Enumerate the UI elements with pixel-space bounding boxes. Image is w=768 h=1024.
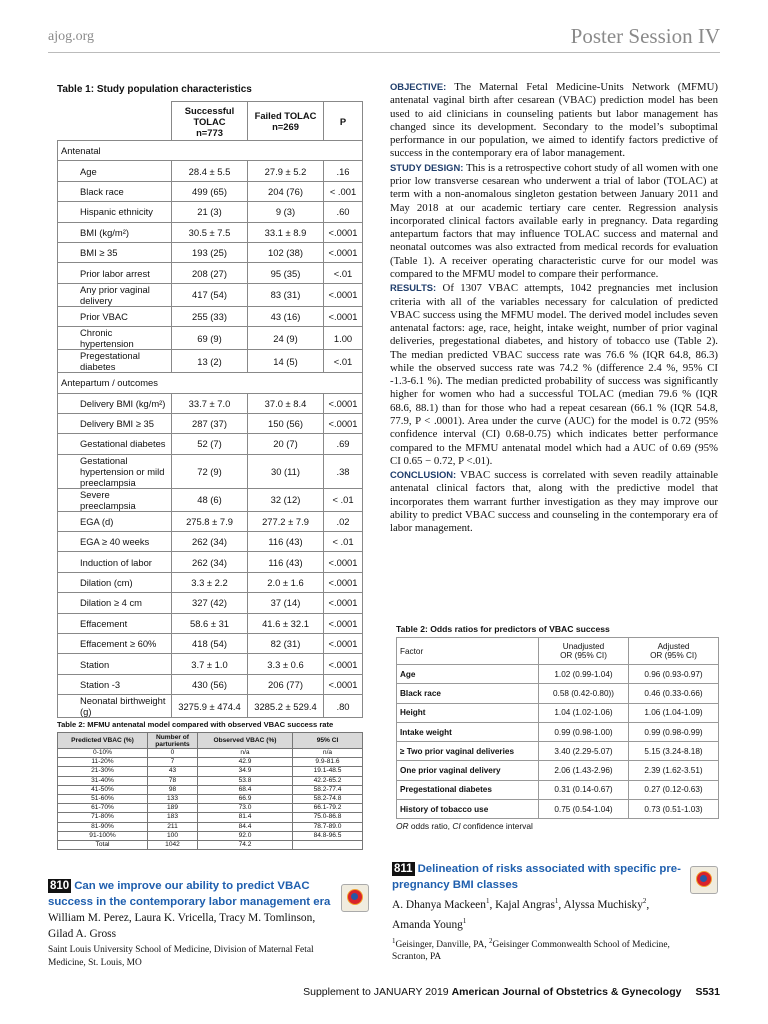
table3-grid [396, 637, 719, 819]
table1-row [58, 222, 363, 242]
table1-row-label: Chronic hypertension [58, 327, 172, 350]
poster-810 [48, 878, 338, 969]
abstract-conclusion: CONCLUSION: VBAC success is correlated with seven readily attainable antenatal clinical factors that, along with the predictive model that incorporates them warrant further investigation as they may improve our ability to predict VBAC success and counseling in the contemporary era of labor management. [390, 469, 718, 535]
table2-cell: 92.0 [198, 831, 293, 840]
table1-cell-p: <.0001 [324, 222, 363, 242]
table1-cell-failed: 150 (56) [248, 413, 324, 433]
table1-row [58, 593, 363, 613]
table2-cell: 73.0 [198, 804, 293, 813]
table1-row [58, 488, 363, 511]
table1-cell-success: 13 (2) [172, 350, 248, 373]
table1-cell-p: <.0001 [324, 572, 363, 592]
table1-cell-p: .80 [324, 695, 363, 718]
table1-cell-success: 430 (56) [172, 674, 248, 694]
table2-cell: 58.2-74.8 [293, 794, 363, 803]
table2-cell: 0-10% [58, 749, 148, 758]
table2-cell: 53.8 [198, 776, 293, 785]
table1-cell-p: <.0001 [324, 654, 363, 674]
table3-row [397, 780, 719, 799]
table2-cell: 189 [148, 804, 198, 813]
table3-unadjusted: 2.06 (1.43-2.96) [539, 761, 629, 780]
table2-cell: 68.4 [198, 785, 293, 794]
poster-810-authors: William M. Perez, Laura K. Vricella, Tracy M. Tomlinson, Gilad A. Gross [48, 912, 316, 940]
table1-row [58, 572, 363, 592]
table2-cell: 84.8-96.5 [293, 831, 363, 840]
table1-cell-p: < .01 [324, 488, 363, 511]
table1-row [58, 634, 363, 654]
table1-cell-success: 21 (3) [172, 202, 248, 222]
poster-811-affiliation: $^1$Geisinger, Danville, PA, $^2$Geisinger Commonwealth School of Medicine, Scranton, PA [392, 936, 670, 963]
table1-header-failed: Failed TOLAC n=269 [248, 102, 324, 141]
table1-row-label: Pregestational diabetes [58, 350, 172, 373]
table3-unadjusted: 0.58 (0.42-0.80)) [539, 684, 629, 703]
table1-cell-success: 72 (9) [172, 454, 248, 488]
table3-adjusted: 0.73 (0.51-1.03) [629, 800, 719, 819]
abstract-results: RESULTS: Of 1307 VBAC attempts, 1042 pregnancies met inclusion criteria with all of the variables necessary for calculation of predicted VBAC success using the MFMU model. The derived model includes seven antenatal factors: age, race, height, intake weight, number of prior vaginal deliveries, pregestational diabetes, and history of tobacco use (Table 2). The median predicted VBAC success rate was 76.6 % (IQR 64.8, 86.3) while the observed success rate was 74.2 % (difference 2.4 %, 95% CI -1.3-6.1 %). The median predicted probability of success was significantly higher for women who had a successful TOLAC (median 79.6 % (IQR 68.6, 88.1) than for those who had a repeat cesarean (66.1 % (IQR 54.8, 77.9, P < .0001). Area under the curve (AUC) for the model is 0.72 (95% confidence interval (CI) 0.68-0.75) which indicates better performance compared to the MFMU antenatal model which had a AUC of 0.69 (95% CI 0.65 − 0.72, P <.01). [390, 282, 718, 467]
table2-cell: 34.9 [198, 767, 293, 776]
table1-row-label: BMI (kg/m²) [58, 222, 172, 242]
table2-cell: 91-100% [58, 831, 148, 840]
table2-cell: 42.2-65.2 [293, 776, 363, 785]
header-rule [48, 52, 720, 53]
table3-adjusted: 0.96 (0.93-0.97) [629, 665, 719, 684]
table1-cell-success: 52 (7) [172, 434, 248, 454]
table1-cell-success: 499 (65) [172, 181, 248, 201]
table3-footnote: OR odds ratio, CI confidence interval [396, 821, 533, 832]
table1-cell-p: <.0001 [324, 593, 363, 613]
table1-row-label: Age [58, 161, 172, 181]
table2-cell: 61-70% [58, 804, 148, 813]
crossmark-icon[interactable] [341, 884, 369, 912]
table1-row-label: Effacement [58, 613, 172, 633]
table1-row [58, 654, 363, 674]
table2-cell: 9.9-81.6 [293, 758, 363, 767]
table1-cell-failed: 206 (77) [248, 674, 324, 694]
table2-row [58, 776, 363, 785]
table2-header-cell: Number of parturients [148, 733, 198, 749]
crossmark-icon[interactable] [690, 866, 718, 894]
table3-unadjusted: 1.04 (1.02-1.06) [539, 703, 629, 722]
table3-adjusted: 0.27 (0.12-0.63) [629, 780, 719, 799]
table2-cell: 43 [148, 767, 198, 776]
table1-cell-failed: 14 (5) [248, 350, 324, 373]
table1-cell-failed: 30 (11) [248, 454, 324, 488]
table1-cell-p: <.01 [324, 263, 363, 283]
table2-cell: 66.1-79.2 [293, 804, 363, 813]
table2-header-cell: Observed VBAC (%) [198, 733, 293, 749]
table1-cell-failed: 3285.2 ± 529.4 [248, 695, 324, 718]
table3-factor: Intake weight [397, 722, 539, 741]
table1-cell-success: 48 (6) [172, 488, 248, 511]
poster-810-number: 810 [50, 880, 70, 892]
table1-cell-success: 327 (42) [172, 593, 248, 613]
table1-row [58, 181, 363, 201]
table2 [57, 720, 362, 850]
table1-row-label: Delivery BMI ≥ 35 [58, 413, 172, 433]
table3-row [397, 761, 719, 780]
table3-row [397, 742, 719, 761]
table1-cell-p: <.01 [324, 350, 363, 373]
table1 [57, 84, 362, 718]
table1-header-success: Successful TOLAC n=773 [172, 102, 248, 141]
table3-unadjusted: 1.02 (0.99-1.04) [539, 665, 629, 684]
table2-cell: 75.0-86.8 [293, 813, 363, 822]
table1-section-label: Antenatal [58, 141, 363, 161]
table1-cell-success: 417 (54) [172, 283, 248, 306]
table1-cell-p: <.0001 [324, 306, 363, 326]
table1-cell-p: < .001 [324, 181, 363, 201]
table3-factor: Height [397, 703, 539, 722]
poster-811 [392, 861, 682, 964]
table1-cell-p: .16 [324, 161, 363, 181]
table1-row-label: Neonatal birthweight (g) [58, 695, 172, 718]
table1-row-label: Gestational diabetes [58, 434, 172, 454]
table1-row [58, 674, 363, 694]
table1-row-label: EGA (d) [58, 511, 172, 531]
table3-factor: ≥ Two prior vaginal deliveries [397, 742, 539, 761]
table2-grid [57, 732, 363, 850]
table1-row-label: BMI ≥ 35 [58, 242, 172, 262]
table3 [396, 624, 718, 831]
page-number: S531 [695, 986, 720, 998]
table1-row [58, 552, 363, 572]
table1-cell-p: .60 [324, 202, 363, 222]
table1-row-label: Induction of labor [58, 552, 172, 572]
poster-810-affiliation: Saint Louis University School of Medicine, Division of Maternal Fetal Medicine, St. Louis, MO [48, 945, 314, 968]
table2-title: Table 2: MFMU antenatal model compared with observed VBAC success rate [57, 720, 334, 729]
table1-row [58, 306, 363, 326]
table3-adjusted: 2.39 (1.62-3.51) [629, 761, 719, 780]
table1-header-p: P [324, 102, 363, 141]
table3-unadjusted: 3.40 (2.29-5.07) [539, 742, 629, 761]
table2-cell: 211 [148, 822, 198, 831]
table2-row [58, 813, 363, 822]
table1-row-label: EGA ≥ 40 weeks [58, 532, 172, 552]
table1-cell-failed: 95 (35) [248, 263, 324, 283]
table1-cell-failed: 41.6 ± 32.1 [248, 613, 324, 633]
table2-cell: 100 [148, 831, 198, 840]
table1-cell-p: .38 [324, 454, 363, 488]
table3-row [397, 722, 719, 741]
table2-row [58, 831, 363, 840]
table3-header-unadjusted: Unadjusted OR (95% CI) [539, 638, 629, 665]
table1-title: Table 1: Study population characteristics [57, 84, 252, 95]
table3-header-row [397, 638, 719, 665]
table2-header-row [58, 733, 363, 749]
table1-cell-failed: 116 (43) [248, 552, 324, 572]
table3-unadjusted: 0.75 (0.54-1.04) [539, 800, 629, 819]
table2-cell [293, 840, 363, 849]
table1-cell-failed: 33.1 ± 8.9 [248, 222, 324, 242]
table3-factor: One prior vaginal delivery [397, 761, 539, 780]
table1-row [58, 161, 363, 181]
table2-cell: 71-80% [58, 813, 148, 822]
table1-row [58, 613, 363, 633]
poster-811-title[interactable]: 811 Delineation of risks associated with specific pre-pregnancy BMI classes [392, 863, 681, 891]
table2-cell: 31-40% [58, 776, 148, 785]
table1-cell-p: <.0001 [324, 613, 363, 633]
table1-cell-failed: 102 (38) [248, 242, 324, 262]
table1-row [58, 283, 363, 306]
table1-cell-success: 418 (54) [172, 634, 248, 654]
table1-row [58, 695, 363, 718]
table3-adjusted: 1.06 (1.04-1.09) [629, 703, 719, 722]
table2-cell: 133 [148, 794, 198, 803]
table3-row [397, 665, 719, 684]
table1-section-row [58, 141, 363, 161]
table1-cell-failed: 83 (31) [248, 283, 324, 306]
table1-cell-p: <.0001 [324, 634, 363, 654]
table2-cell: 41-50% [58, 785, 148, 794]
table2-header-cell: Predicted VBAC (%) [58, 733, 148, 749]
table2-cell: 78 [148, 776, 198, 785]
table1-row [58, 393, 363, 413]
poster-811-number: 811 [394, 863, 413, 875]
table1-cell-failed: 204 (76) [248, 181, 324, 201]
table3-factor: Age [397, 665, 539, 684]
table1-cell-success: 3.7 ± 1.0 [172, 654, 248, 674]
table3-adjusted: 5.15 (3.24-8.18) [629, 742, 719, 761]
poster-810-title[interactable]: 810 Can we improve our ability to predict VBAC success in the contemporary labor management era [48, 880, 331, 908]
table2-cell: 42.9 [198, 758, 293, 767]
table1-cell-p: <.0001 [324, 283, 363, 306]
table1-cell-failed: 37 (14) [248, 593, 324, 613]
table1-cell-success: 275.8 ± 7.9 [172, 511, 248, 531]
table1-cell-success: 193 (25) [172, 242, 248, 262]
table2-cell: 0 [148, 749, 198, 758]
table2-row [58, 804, 363, 813]
table1-cell-p: < .01 [324, 532, 363, 552]
poster-811-authors: A. Dhanya Mackeen$^1$, Kajal Angras$^1$, Alyssa Muchisky$^2$, Amanda Young$^1$ [392, 897, 650, 931]
table1-cell-p: 1.00 [324, 327, 363, 350]
table2-cell: 51-60% [58, 794, 148, 803]
table1-row-label: Prior labor arrest [58, 263, 172, 283]
table1-cell-failed: 3.3 ± 0.6 [248, 654, 324, 674]
table1-row-label: Dilation ≥ 4 cm [58, 593, 172, 613]
table1-cell-failed: 9 (3) [248, 202, 324, 222]
table1-row-label: Effacement ≥ 60% [58, 634, 172, 654]
table2-cell: 7 [148, 758, 198, 767]
table1-cell-success: 30.5 ± 7.5 [172, 222, 248, 242]
table1-row [58, 327, 363, 350]
table1-cell-p: <.0001 [324, 413, 363, 433]
table3-title: Table 2: Odds ratios for predictors of VBAC success [396, 624, 610, 634]
table1-row-label: Any prior vaginal delivery [58, 283, 172, 306]
table1-cell-failed: 24 (9) [248, 327, 324, 350]
table1-row [58, 454, 363, 488]
table1-row-label: Station -3 [58, 674, 172, 694]
table3-unadjusted: 0.31 (0.14-0.67) [539, 780, 629, 799]
table3-factor: Pregestational diabetes [397, 780, 539, 799]
table1-row [58, 434, 363, 454]
table2-cell: 66.9 [198, 794, 293, 803]
table2-row [58, 840, 363, 849]
abstract-design: STUDY DESIGN: This is a retrospective cohort study of all women with one prior low transverse cesarean who underwent a trial of labor (TOLAC) at term with a non-anomalous singleton gestation between January 2011 and May 2018 at our academic tertiary care center. Regression analysis incorporated clinical factors available early in pregnancy. Data regarding antepartum factors that may influence TOLAC success and maternal and neonatal outcomes was also extracted from medical records for evaluation (Table 1). A receiver operating characteristic curve for our model was compared to the MFMU model to compare their performance. [390, 161, 718, 280]
table3-adjusted: 0.46 (0.33-0.66) [629, 684, 719, 703]
table1-section-label: Antepartum / outcomes [58, 373, 363, 393]
table1-row-label: Hispanic ethnicity [58, 202, 172, 222]
abstract-objective: OBJECTIVE: The Maternal Fetal Medicine-Units Network (MFMU) antenatal vaginal birth after cesarean (VBAC) prediction model has been used to aid clinicians in counseling patients but labor management has changed since its development. Secondary to the model’s suboptimal performance in our population, we aimed to identify factors predictive of success in the contemporary era of labor management. [390, 81, 718, 160]
table2-cell: n/a [293, 749, 363, 758]
table2-cell: 98 [148, 785, 198, 794]
table1-cell-failed: 277.2 ± 7.9 [248, 511, 324, 531]
table3-row [397, 800, 719, 819]
table3-factor: Black race [397, 684, 539, 703]
table1-row [58, 263, 363, 283]
table2-cell: 78.7-89.0 [293, 822, 363, 831]
abstract [390, 80, 718, 536]
table2-cell: 1042 [148, 840, 198, 849]
table3-header-factor: Factor [397, 638, 539, 665]
table1-cell-failed: 43 (16) [248, 306, 324, 326]
table2-cell: 11-20% [58, 758, 148, 767]
table3-factor: History of tobacco use [397, 800, 539, 819]
table2-row [58, 758, 363, 767]
table2-cell: 19.1-48.5 [293, 767, 363, 776]
table3-unadjusted: 0.99 (0.98-1.00) [539, 722, 629, 741]
table1-row [58, 350, 363, 373]
table1-cell-success: 287 (37) [172, 413, 248, 433]
journal-site: ajog.org [48, 29, 95, 44]
table2-row [58, 822, 363, 831]
table1-cell-success: 58.6 ± 31 [172, 613, 248, 633]
table1-row-label: Black race [58, 181, 172, 201]
page-footer: Supplement to JANUARY 2019 American Journal of Obstetrics & Gynecology S531 [303, 986, 720, 998]
table1-row [58, 242, 363, 262]
table2-header-cell: 95% CI [293, 733, 363, 749]
table1-row [58, 413, 363, 433]
table2-cell: 58.2-77.4 [293, 785, 363, 794]
table2-row [58, 794, 363, 803]
table1-cell-failed: 27.9 ± 5.2 [248, 161, 324, 181]
table1-cell-success: 28.4 ± 5.5 [172, 161, 248, 181]
table2-row [58, 767, 363, 776]
table1-cell-p: <.0001 [324, 393, 363, 413]
table1-cell-success: 3275.9 ± 474.4 [172, 695, 248, 718]
table1-row-label: Station [58, 654, 172, 674]
table1-cell-failed: 32 (12) [248, 488, 324, 511]
table1-cell-success: 69 (9) [172, 327, 248, 350]
table2-row [58, 749, 363, 758]
table1-row-label: Delivery BMI (kg/m²) [58, 393, 172, 413]
table1-cell-failed: 116 (43) [248, 532, 324, 552]
table3-row [397, 684, 719, 703]
table3-adjusted: 0.99 (0.98-0.99) [629, 722, 719, 741]
table1-cell-p: .02 [324, 511, 363, 531]
table1-row-label: Prior VBAC [58, 306, 172, 326]
table1-row-label: Gestational hypertension or mild preeclampsia [58, 454, 172, 488]
table1-row [58, 511, 363, 531]
table1-cell-p: <.0001 [324, 242, 363, 262]
table2-cell: 74.2 [198, 840, 293, 849]
table1-row-label: Dilation (cm) [58, 572, 172, 592]
section-title: Poster Session IV [570, 24, 720, 48]
table3-row [397, 703, 719, 722]
table1-cell-failed: 37.0 ± 8.4 [248, 393, 324, 413]
table1-cell-success: 3.3 ± 2.2 [172, 572, 248, 592]
table1-header-row [58, 102, 363, 141]
table2-cell: 84.4 [198, 822, 293, 831]
table1-cell-p: <.0001 [324, 674, 363, 694]
table1-cell-success: 262 (34) [172, 532, 248, 552]
table1-row-label: Severe preeclampsia [58, 488, 172, 511]
table2-cell: 21-30% [58, 767, 148, 776]
table1-section-row [58, 373, 363, 393]
table1-cell-success: 255 (33) [172, 306, 248, 326]
table1-grid [57, 101, 363, 718]
table1-cell-failed: 20 (7) [248, 434, 324, 454]
table2-cell: 81-90% [58, 822, 148, 831]
table1-row [58, 202, 363, 222]
table1-cell-failed: 82 (31) [248, 634, 324, 654]
table2-cell: 183 [148, 813, 198, 822]
table1-cell-p: <.0001 [324, 552, 363, 572]
table1-cell-success: 208 (27) [172, 263, 248, 283]
table1-row [58, 532, 363, 552]
table2-row [58, 785, 363, 794]
table1-cell-success: 262 (34) [172, 552, 248, 572]
table2-cell: n/a [198, 749, 293, 758]
table1-cell-p: .69 [324, 434, 363, 454]
table1-cell-failed: 2.0 ± 1.6 [248, 572, 324, 592]
table2-cell: 81.4 [198, 813, 293, 822]
table1-cell-success: 33.7 ± 7.0 [172, 393, 248, 413]
table3-header-adjusted: Adjusted OR (95% CI) [629, 638, 719, 665]
table2-cell: Total [58, 840, 148, 849]
